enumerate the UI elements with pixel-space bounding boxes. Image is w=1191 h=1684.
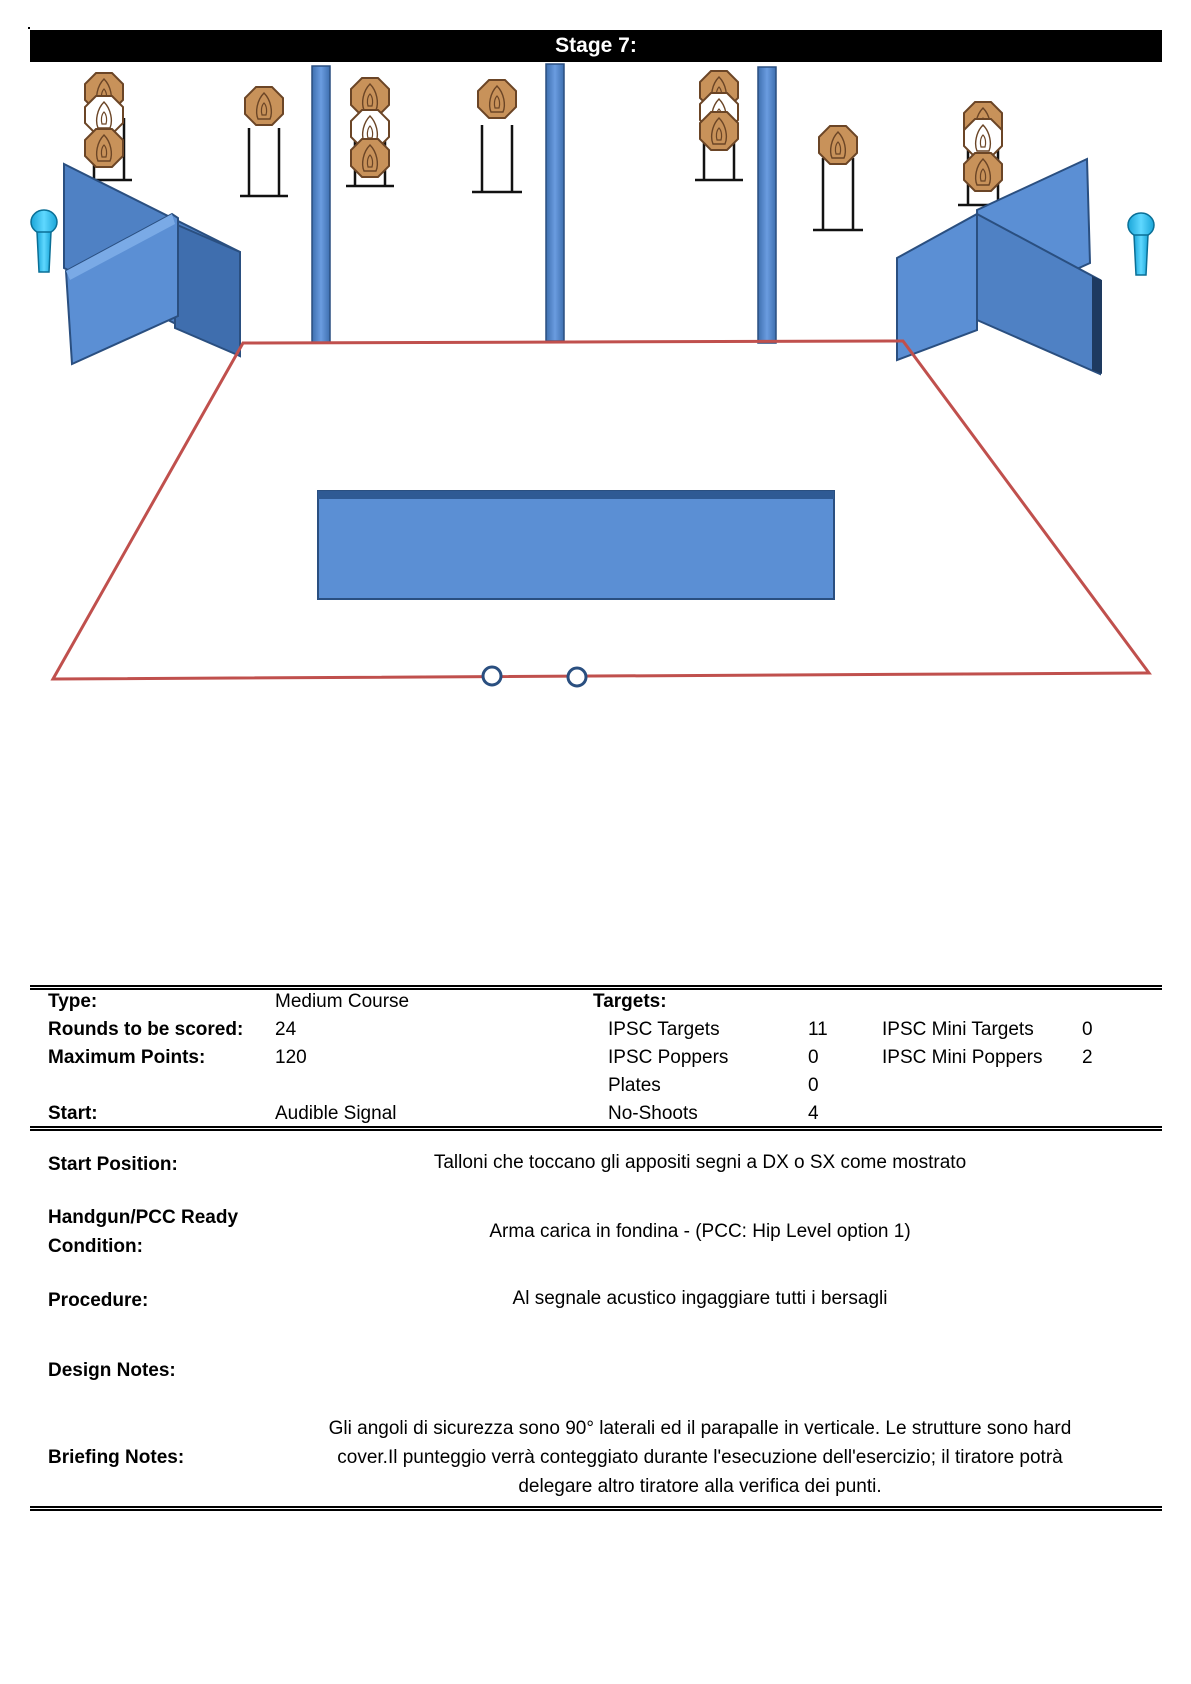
start-label: Start: bbox=[48, 1103, 98, 1124]
points-label: Maximum Points: bbox=[48, 1047, 206, 1068]
type-label: Type: bbox=[48, 991, 98, 1012]
start-value: Audible Signal bbox=[275, 1103, 397, 1124]
table-bottom-rule bbox=[30, 1506, 1162, 1511]
stage-title: Stage 7: bbox=[30, 30, 1162, 62]
ipsc-targets-value: 11 bbox=[808, 1019, 828, 1040]
ready-condition-value: Arma carica in fondina - (PCC: Hip Level option 1) bbox=[489, 1221, 911, 1242]
ipsc-target-icon bbox=[351, 139, 389, 177]
table-middle-rule bbox=[30, 1126, 1162, 1131]
targets-label: Targets: bbox=[593, 991, 667, 1012]
target-group-3 bbox=[351, 78, 389, 177]
start-position-label: Start Position: bbox=[48, 1154, 178, 1175]
page-mark bbox=[28, 27, 30, 29]
target-group-7 bbox=[964, 102, 1002, 191]
ipsc-target-icon bbox=[819, 126, 857, 164]
left-wall-structure bbox=[64, 164, 240, 364]
briefing-notes-line-1: Gli angoli di sicurezza sono 90° laterali ed il parapalle in verticale. Le strutture sono hard bbox=[328, 1418, 1072, 1439]
right-wall-structure bbox=[897, 159, 1102, 374]
stage-diagram bbox=[0, 60, 1191, 720]
start-mark-icon bbox=[483, 667, 501, 685]
briefing-notes-line-3: delegare altro tiratore alla verifica dei punti. bbox=[518, 1476, 882, 1497]
rounds-value: 24 bbox=[275, 1019, 297, 1040]
target-group-6 bbox=[819, 126, 857, 164]
mini-popper-left bbox=[31, 210, 57, 272]
briefing-notes-label: Briefing Notes: bbox=[48, 1447, 185, 1468]
target-group-2 bbox=[245, 87, 283, 125]
center-barricade bbox=[318, 491, 834, 599]
mini-popper-icon bbox=[1128, 213, 1154, 237]
ipsc-target-icon bbox=[700, 112, 738, 150]
ready-condition-label-line1: Handgun/PCC Ready bbox=[48, 1207, 239, 1228]
no-shoots-label: No-Shoots bbox=[608, 1103, 698, 1124]
ipsc-mini-poppers-value: 2 bbox=[1082, 1047, 1093, 1068]
target-group-5 bbox=[700, 71, 738, 150]
type-value: Medium Course bbox=[275, 991, 410, 1012]
briefing-notes-line-2: cover.Il punteggio verrà conteggiato durante l'esecuzione dell'esercizio; il tiratore potrà bbox=[337, 1447, 1063, 1468]
target-group-4 bbox=[478, 80, 516, 118]
ipsc-target-icon bbox=[964, 153, 1002, 191]
ipsc-poppers-label: IPSC Poppers bbox=[608, 1047, 729, 1068]
design-notes-label: Design Notes: bbox=[48, 1360, 176, 1381]
points-value: 120 bbox=[275, 1047, 307, 1068]
ipsc-mini-targets-value: 0 bbox=[1082, 1019, 1093, 1040]
no-shoots-value: 4 bbox=[808, 1103, 819, 1124]
plates-label: Plates bbox=[608, 1075, 661, 1096]
start-position-value: Talloni che toccano gli appositi segni a DX o SX come mostrato bbox=[433, 1152, 967, 1173]
procedure-value: Al segnale acustico ingaggiare tutti i bersagli bbox=[512, 1288, 888, 1309]
no-shoot-icon bbox=[964, 119, 1002, 157]
plates-value: 0 bbox=[808, 1075, 819, 1096]
ipsc-target-icon bbox=[85, 129, 123, 167]
ipsc-target-icon bbox=[478, 80, 516, 118]
ipsc-poppers-value: 0 bbox=[808, 1047, 819, 1068]
start-mark-icon bbox=[568, 668, 586, 686]
procedure-label: Procedure: bbox=[48, 1290, 149, 1311]
ipsc-mini-poppers-label: IPSC Mini Poppers bbox=[882, 1047, 1043, 1068]
ipsc-target-icon bbox=[245, 87, 283, 125]
ready-condition-label-line2: Condition: bbox=[48, 1236, 143, 1257]
ipsc-targets-label: IPSC Targets bbox=[608, 1019, 720, 1040]
ipsc-mini-targets-label: IPSC Mini Targets bbox=[882, 1019, 1034, 1040]
target-group-1 bbox=[85, 73, 123, 167]
mini-popper-icon bbox=[31, 210, 57, 234]
rounds-label: Rounds to be scored: bbox=[48, 1019, 244, 1040]
mini-popper-right bbox=[1128, 213, 1154, 275]
